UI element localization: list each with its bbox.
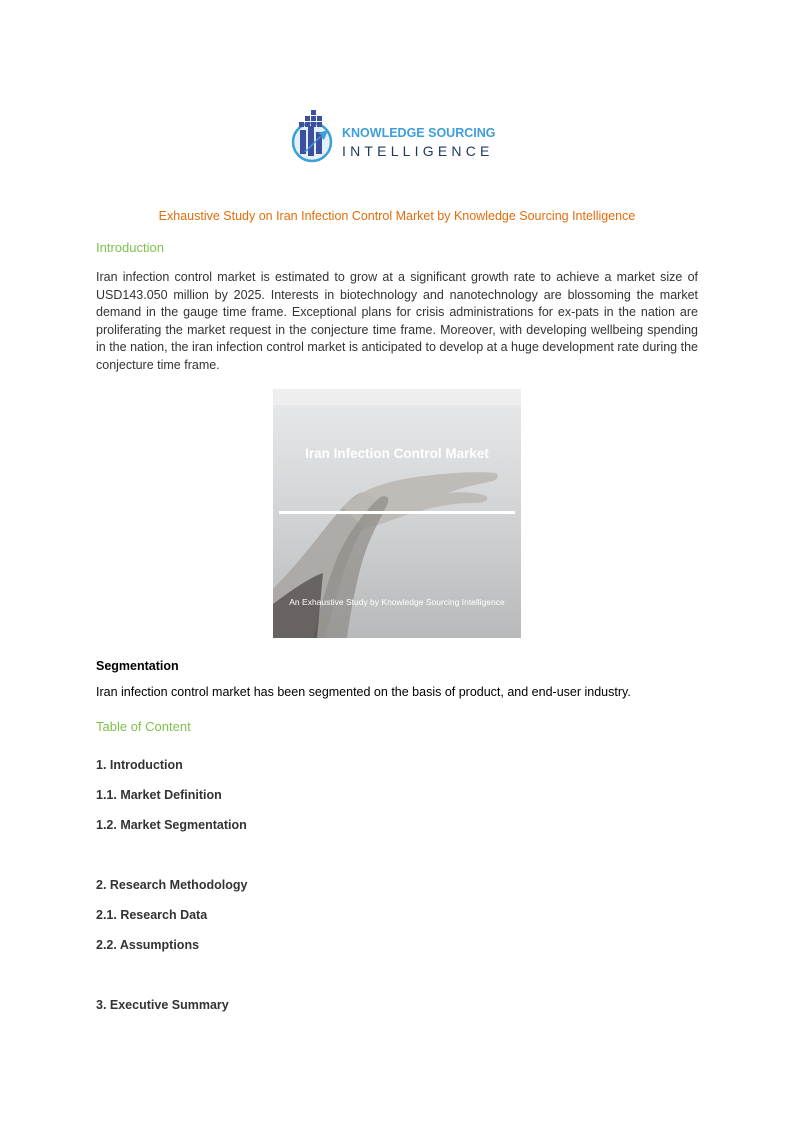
introduction-paragraph: Iran infection control market is estimated to grow at a significant growth rate to achieve a market size of USD143.050 million by 2025. Interests in biotechnology and nanotechnology are blossoming the market demand in the gauge time frame. Exceptional plans for crisis administrations for ex-pats in the nation are proliferating the market request in the conjecture time frame. Moreover, with developing wellbeing spending in the nation, the iran infection control market is anticipated to develop at a huge development rate during the conjecture time frame. [96, 270, 698, 372]
company-logo [290, 106, 506, 166]
toc-heading: Table of Content [96, 719, 191, 734]
logo-text-intelligence: INTELLIGENCE [342, 143, 494, 159]
toc-item: 1. Introduction [96, 758, 183, 772]
toc-item: 3. Executive Summary [96, 998, 229, 1012]
ksi-logo-icon [290, 106, 340, 166]
toc-item: 1.2. Market Segmentation [96, 818, 247, 832]
toc-item: 2.1. Research Data [96, 908, 208, 922]
report-cover-image [273, 389, 521, 638]
document-title: Exhaustive Study on Iran Infection Control Market by Knowledge Sourcing Intelligence [158, 209, 636, 223]
segmentation-paragraph: Iran infection control market has been segmented on the basis of product, and end-user industry. [96, 685, 631, 699]
toc-item: 2.2. Assumptions [96, 938, 200, 952]
introduction-heading: Introduction [96, 240, 164, 255]
logo-text-knowledge-sourcing: KNOWLEDGE SOURCING [342, 126, 496, 140]
segmentation-heading: Segmentation [96, 659, 179, 673]
cover-subtitle: An Exhaustive Study by Knowledge Sourcing Intelligence [289, 597, 505, 607]
toc-item: 1.1. Market Definition [96, 788, 222, 802]
cover-title: Iran Infection Control Market [305, 446, 489, 461]
toc-item: 2. Research Methodology [96, 878, 248, 892]
cover-divider-line [279, 511, 515, 514]
